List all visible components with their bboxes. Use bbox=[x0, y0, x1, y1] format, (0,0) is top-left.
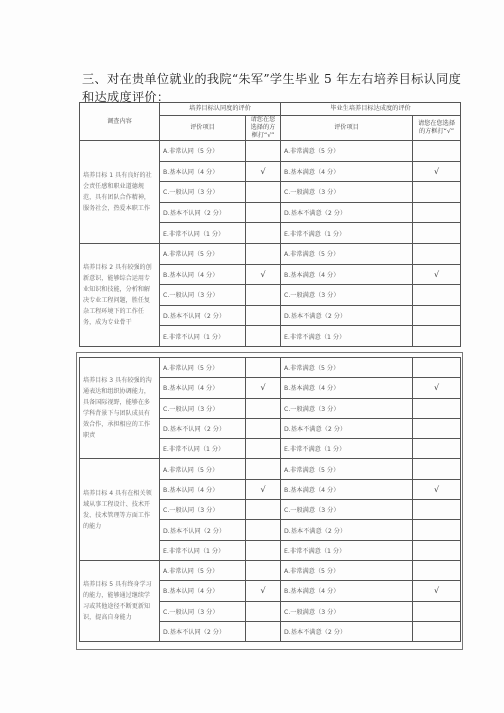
achievement-check bbox=[413, 223, 461, 244]
achievement-check bbox=[413, 182, 461, 203]
column-header-rec-item: 评价项目 bbox=[160, 116, 246, 141]
achievement-check bbox=[413, 202, 461, 223]
achievement-option: B.基本满意（4 分） bbox=[281, 479, 413, 499]
recognition-check bbox=[246, 520, 281, 540]
achievement-option: E.非常不满意（1 分） bbox=[281, 223, 413, 244]
goal-description: 培养目标 1 具有良好的社会责任感和职业道德规范，具有团队合作精神，服务社会，热爱本职工作 bbox=[80, 141, 160, 244]
recognition-check: √ bbox=[246, 378, 281, 398]
achievement-option: D.基本不满意（2 分） bbox=[281, 418, 413, 438]
achievement-check: √ bbox=[413, 479, 461, 499]
recognition-check bbox=[246, 223, 281, 244]
table-row bbox=[80, 141, 461, 162]
section-heading: 三、对在贵单位就业的我院“朱军”学生毕业 5 年左右培养目标认同度和达成度评价： bbox=[82, 72, 462, 104]
table-row bbox=[80, 358, 461, 378]
achievement-option: E.非常不满意（1 分） bbox=[281, 439, 413, 459]
achievement-check bbox=[413, 601, 461, 621]
recognition-check bbox=[246, 243, 281, 264]
column-header-recognition: 培养目标认同度的评价 bbox=[160, 103, 281, 116]
recognition-check bbox=[246, 398, 281, 418]
recognition-check: √ bbox=[246, 581, 281, 601]
recognition-option: B.基本认同（4 分） bbox=[160, 479, 246, 499]
recognition-check bbox=[246, 285, 281, 306]
recognition-option: D.基本不认同（2 分） bbox=[160, 202, 246, 223]
recognition-check bbox=[246, 560, 281, 580]
recognition-check bbox=[246, 326, 281, 347]
column-header-ach-check: 请您在您选择的方框打“√” bbox=[413, 116, 461, 141]
column-header-ach-item: 评价项目 bbox=[281, 116, 413, 141]
achievement-check bbox=[413, 500, 461, 520]
recognition-option: A.非常认同（5 分） bbox=[160, 560, 246, 580]
goal-description: 培养目标 2 具有较强的创新意识，能够综合运用专业知识和技能，分析和解决专业工程问题，胜任复杂工程环境下的工作任务，成为专业骨干 bbox=[80, 243, 160, 346]
evaluation-table-page1 bbox=[79, 102, 461, 347]
achievement-option: C.一般满意（3 分） bbox=[281, 601, 413, 621]
achievement-check bbox=[413, 243, 461, 264]
achievement-check bbox=[413, 459, 461, 479]
column-header-achievement: 毕业生培养目标达成度的评价 bbox=[281, 103, 461, 116]
achievement-check: √ bbox=[413, 581, 461, 601]
evaluation-table-page2 bbox=[79, 357, 461, 642]
achievement-option: C.一般满意（3 分） bbox=[281, 398, 413, 418]
recognition-option: C.一般认同（3 分） bbox=[160, 398, 246, 418]
achievement-check bbox=[413, 621, 461, 641]
achievement-option: B.基本满意（4 分） bbox=[281, 161, 413, 182]
recognition-check bbox=[246, 439, 281, 459]
achievement-check bbox=[413, 398, 461, 418]
achievement-check bbox=[413, 305, 461, 326]
achievement-option: E.非常不满意（1 分） bbox=[281, 540, 413, 560]
recognition-check bbox=[246, 601, 281, 621]
recognition-option: E.非常不认同（1 分） bbox=[160, 439, 246, 459]
achievement-option: A.非常满意（5 分） bbox=[281, 141, 413, 162]
achievement-check bbox=[413, 418, 461, 438]
recognition-check bbox=[246, 182, 281, 203]
recognition-check bbox=[246, 358, 281, 378]
recognition-option: C.一般认同（3 分） bbox=[160, 285, 246, 306]
recognition-check bbox=[246, 141, 281, 162]
achievement-option: D.基本不满意（2 分） bbox=[281, 520, 413, 540]
recognition-option: A.非常认同（5 分） bbox=[160, 459, 246, 479]
recognition-option: D.基本不认同（2 分） bbox=[160, 305, 246, 326]
recognition-option: B.基本认同（4 分） bbox=[160, 161, 246, 182]
achievement-option: A.非常满意（5 分） bbox=[281, 560, 413, 580]
achievement-option: C.一般满意（3 分） bbox=[281, 182, 413, 203]
achievement-check: √ bbox=[413, 264, 461, 285]
recognition-option: A.非常认同（5 分） bbox=[160, 243, 246, 264]
achievement-option: C.一般满意（3 分） bbox=[281, 285, 413, 306]
recognition-option: D.基本不认同（2 分） bbox=[160, 621, 246, 641]
achievement-check bbox=[413, 326, 461, 347]
recognition-option: C.一般认同（3 分） bbox=[160, 182, 246, 203]
achievement-option: A.非常满意（5 分） bbox=[281, 358, 413, 378]
recognition-option: D.基本不认同（2 分） bbox=[160, 418, 246, 438]
achievement-check: √ bbox=[413, 378, 461, 398]
column-header-rec-check: 请您在您选择的方框打“√” bbox=[246, 116, 281, 141]
achievement-option: D.基本不满意（2 分） bbox=[281, 621, 413, 641]
recognition-option: E.非常不认同（1 分） bbox=[160, 223, 246, 244]
recognition-option: B.基本认同（4 分） bbox=[160, 581, 246, 601]
recognition-option: C.一般认同（3 分） bbox=[160, 601, 246, 621]
achievement-option: B.基本满意（4 分） bbox=[281, 264, 413, 285]
achievement-option: B.基本满意（4 分） bbox=[281, 378, 413, 398]
table-row bbox=[80, 560, 461, 580]
achievement-option: A.非常满意（5 分） bbox=[281, 459, 413, 479]
achievement-option: D.基本不满意（2 分） bbox=[281, 202, 413, 223]
column-header-project: 调查内容 bbox=[80, 103, 160, 141]
achievement-check bbox=[413, 439, 461, 459]
achievement-check: √ bbox=[413, 161, 461, 182]
goal-description: 培养目标 5 具有终身学习的能力，能够通过继续学习或其他途径不断更新知识，提高自身能力 bbox=[80, 560, 160, 641]
recognition-option: B.基本认同（4 分） bbox=[160, 378, 246, 398]
recognition-check bbox=[246, 621, 281, 641]
recognition-check: √ bbox=[246, 264, 281, 285]
achievement-check bbox=[413, 560, 461, 580]
recognition-check: √ bbox=[246, 161, 281, 182]
recognition-option: E.非常不认同（1 分） bbox=[160, 540, 246, 560]
achievement-option: E.非常不满意（1 分） bbox=[281, 326, 413, 347]
goal-description: 培养目标 4 具有在相关领域从事工程设计、技术开发、技术管理等方面工作的能力 bbox=[80, 459, 160, 560]
recognition-check bbox=[246, 540, 281, 560]
achievement-check bbox=[413, 358, 461, 378]
recognition-check: √ bbox=[246, 479, 281, 499]
achievement-check bbox=[413, 520, 461, 540]
recognition-check bbox=[246, 305, 281, 326]
goal-description: 培养目标 3 具有较强的沟通表达和组织协调能力，具备国际视野，能够在多学科背景下与团队成员有效合作，承担相应的工作职责 bbox=[80, 358, 160, 459]
recognition-check bbox=[246, 459, 281, 479]
achievement-option: C.一般满意（3 分） bbox=[281, 500, 413, 520]
recognition-option: C.一般认同（3 分） bbox=[160, 500, 246, 520]
table-row bbox=[80, 459, 461, 479]
recognition-option: D.基本不认同（2 分） bbox=[160, 520, 246, 540]
achievement-option: D.基本不满意（2 分） bbox=[281, 305, 413, 326]
achievement-check bbox=[413, 285, 461, 306]
recognition-option: A.非常认同（5 分） bbox=[160, 141, 246, 162]
recognition-check bbox=[246, 418, 281, 438]
recognition-option: A.非常认同（5 分） bbox=[160, 358, 246, 378]
table-row bbox=[80, 243, 461, 264]
achievement-check bbox=[413, 141, 461, 162]
achievement-option: B.基本满意（4 分） bbox=[281, 581, 413, 601]
recognition-option: E.非常不认同（1 分） bbox=[160, 326, 246, 347]
achievement-check bbox=[413, 540, 461, 560]
recognition-check bbox=[246, 202, 281, 223]
achievement-option: A.非常满意（5 分） bbox=[281, 243, 413, 264]
recognition-check bbox=[246, 500, 281, 520]
recognition-option: B.基本认同（4 分） bbox=[160, 264, 246, 285]
